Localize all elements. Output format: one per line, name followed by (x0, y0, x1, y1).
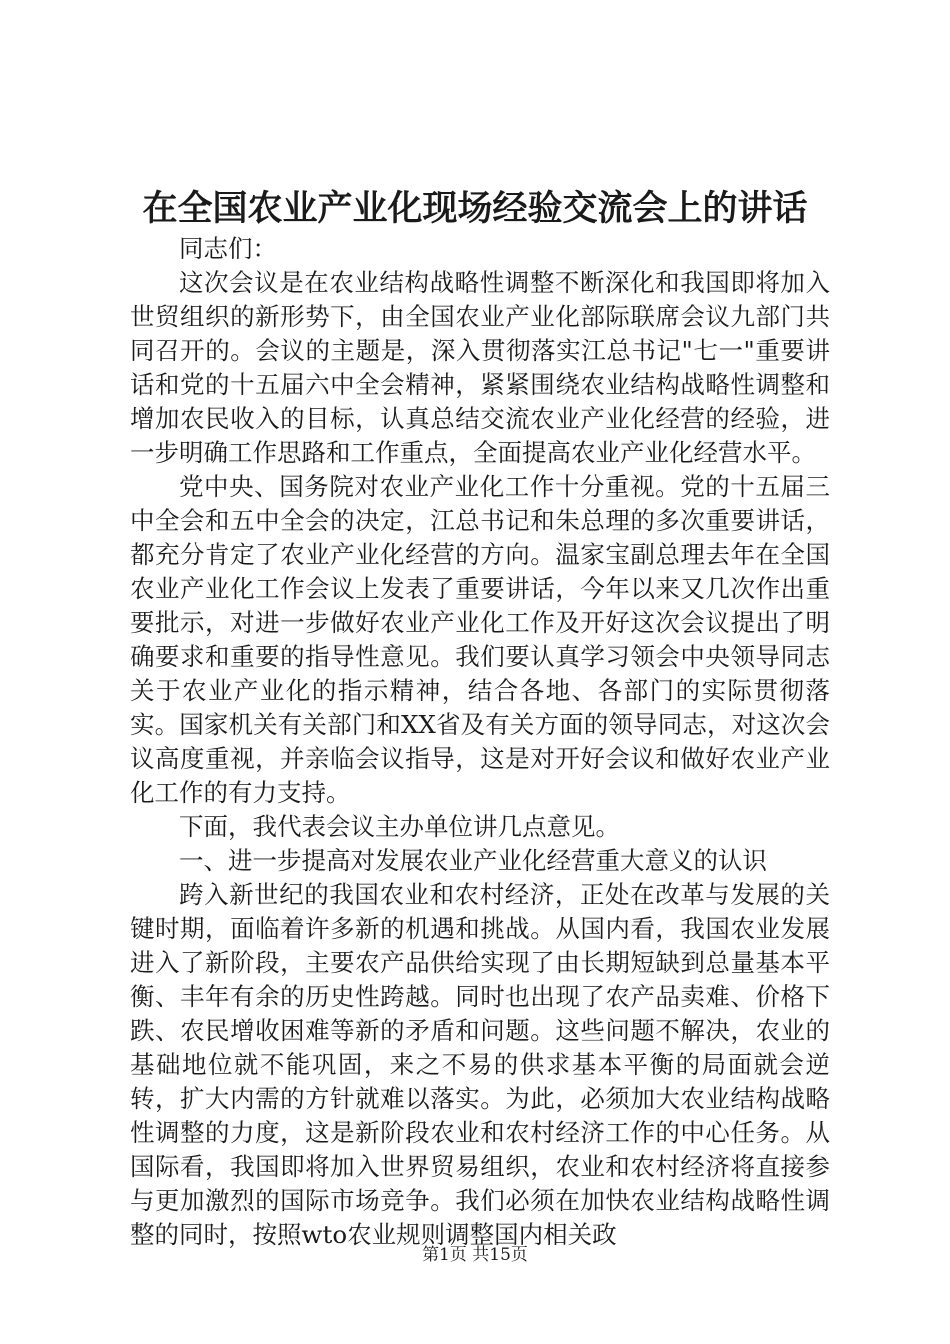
section-heading-1: 一、进一步提高对发展农业产业化经营重大意义的认识 (179, 846, 767, 875)
paragraph-intro: 这次会议是在农业结构战略性调整不断深化和我国即将加入世贸组织的新形势下，由全国农业产业化部际联席会议九部门共同召开的。会议的主题是，深入贯彻落实江总书记"七一"重要讲话和党的十五届六中全会精神，紧紧围绕农业结构战略性调整和增加农民收入的目标，认真总结交流农业产业化经营的经验，进一步明确工作思路和工作重点，全面提高农业产业化经营水平。 (130, 268, 830, 467)
page-total: 共15页 (472, 1245, 528, 1265)
page-number: 第1页 (422, 1245, 467, 1265)
salutation: 同志们： (179, 234, 277, 263)
paragraph-transition: 下面，我代表会议主办单位讲几点意见。 (179, 812, 620, 841)
paragraph-importance: 党中央、国务院对农业产业化工作十分重视。党的十五届三中全会和五中全会的决定，江总书记和朱总理的多次重要讲话，都充分肯定了农业产业化经营的方向。温家宝副总理去年在全国农业产业化工作会议上发表了重要讲话，今年以来又几次作出重要批示，对进一步做好农业产业化工作及开好这次会议提出了明确要求和重要的指导性意见。我们要认真学习领会中央领导同志关于农业产业化的指示精神，结合各地、各部门的实际贯彻落实。国家机关有关部门和XX省及有关方面的领导同志，对这次会议高度重视，并亲临会议指导，这是对开好会议和做好农业产业化工作的有力支持。 (130, 472, 830, 807)
document-title: 在全国农业产业化现场经验交流会上的讲话 (142, 188, 808, 229)
paragraph-section-1: 跨入新世纪的我国农业和农村经济，正处在改革与发展的关键时期，面临着许多新的机遇和挑战。从国内看，我国农业发展进入了新阶段，主要农产品供给实现了由长期短缺到总量基本平衡、丰年有余的历史性跨越。同时也出现了农产品卖难、价格下跌、农民增收困难等新的矛盾和问题。这些问题不解决，农业的基础地位就不能巩固，来之不易的供求基本平衡的局面就会逆转，扩大内需的方针就难以落实。为此，必须加大农业结构战略性调整的力度，这是新阶段农业和农村经济工作的中心任务。从国际看，我国即将加入世界贸易组织，农业和农村经济将直接参与更加激烈的国际市场竞争。我们必须在加快农业结构战略性调整的同时，按照wto农业规则调整国内相关政 (130, 880, 830, 1249)
page-footer (0, 1243, 950, 1267)
document-body (130, 232, 830, 1252)
